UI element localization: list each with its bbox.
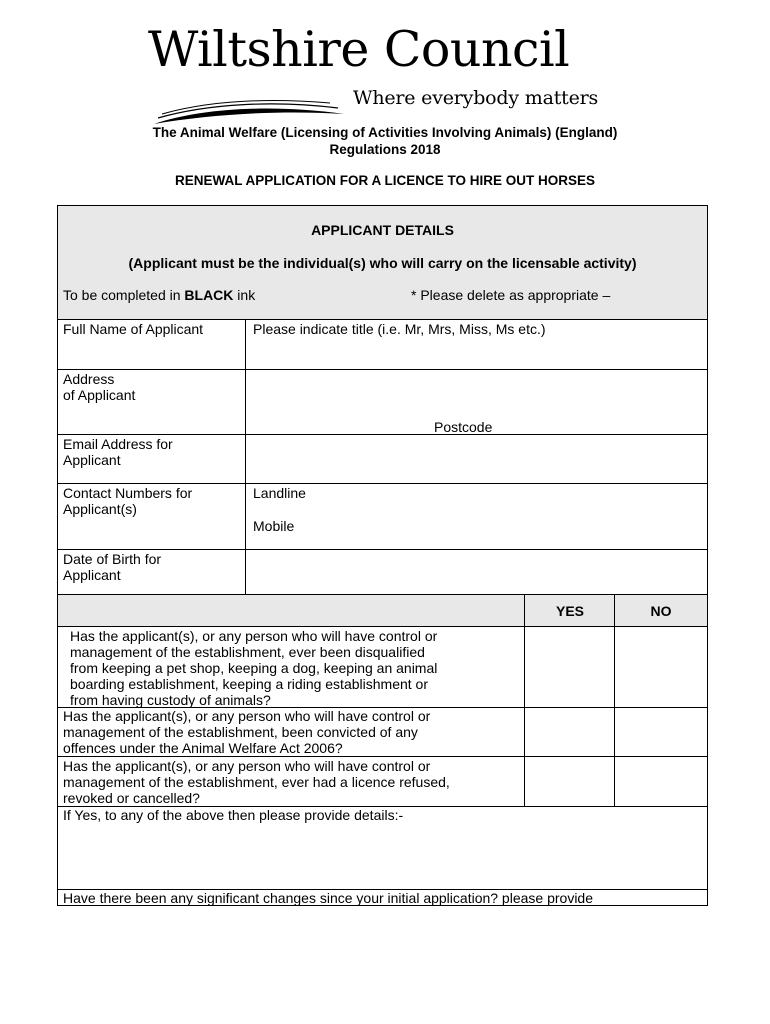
q3-yes-cell[interactable]: [525, 757, 614, 806]
full-name-label: Full Name of Applicant: [63, 321, 204, 337]
question-disqualified: Has the applicant(s), or any person who will have control or management of the establishment, ever been disqualified from keeping a pet shop, keeping a dog, keeping an animal boarding establishment, keeping a riding establishment or from having custody of animals?: [70, 628, 438, 708]
delete-note: * Please delete as appropriate –: [411, 287, 611, 303]
ink-instruction: To be completed in BLACK ink: [63, 287, 256, 303]
council-logo: [148, 20, 599, 112]
contact-numbers-label: Contact Numbers for Applicant(s): [63, 485, 193, 517]
q1-yes-cell[interactable]: [525, 627, 614, 707]
address-label: Address of Applicant: [63, 371, 136, 403]
regulation-title: The Animal Welfare (Licensing of Activities Involving Animals) (England) Regulations 2018: [152, 125, 618, 157]
details-prompt: If Yes, to any of the above then please provide details:-: [63, 807, 404, 823]
details-field[interactable]: [58, 824, 707, 889]
postcode-label: Postcode: [434, 419, 493, 435]
logo-tagline: Where everybody matters: [353, 87, 599, 109]
email-field[interactable]: [246, 435, 707, 483]
q2-yes-cell[interactable]: [525, 708, 614, 756]
landline-field[interactable]: [320, 484, 707, 516]
logo-title: Wiltshire Council: [148, 21, 570, 78]
applicant-note: (Applicant must be the individual(s) who will carry on the licensable activity): [128, 255, 637, 271]
question-licence-refused: Has the applicant(s), or any person who will have control or management of the establishment, ever had a licence refused, revoked or cancelled?: [63, 758, 450, 806]
mobile-label: Mobile: [253, 518, 295, 534]
q1-no-cell[interactable]: [615, 627, 707, 707]
q3-no-cell[interactable]: [615, 757, 707, 806]
email-label: Email Address for Applicant: [63, 436, 173, 468]
q2-no-cell[interactable]: [615, 708, 707, 756]
no-column-header: NO: [650, 603, 672, 619]
dob-label: Date of Birth for Applicant: [63, 551, 162, 583]
section-heading: APPLICANT DETAILS: [311, 222, 454, 238]
yes-column-header: YES: [555, 603, 584, 619]
changes-prompt: Have there been any significant changes since your initial application? please provide: [63, 890, 593, 906]
mobile-field[interactable]: [310, 517, 707, 549]
question-convicted: Has the applicant(s), or any person who will have control or management of the establishment, been convicted of any offences under the Animal Welfare Act 2006?: [63, 708, 431, 756]
logo-swoosh-icon: [152, 84, 347, 128]
dob-field[interactable]: [246, 550, 707, 594]
landline-label: Landline: [253, 485, 306, 501]
full-name-hint: Please indicate title (i.e. Mr, Mrs, Miss, Ms etc.): [253, 321, 546, 337]
ink-color: BLACK: [184, 287, 234, 303]
form-subtitle: RENEWAL APPLICATION FOR A LICENCE TO HIRE OUT HORSES: [174, 173, 596, 188]
